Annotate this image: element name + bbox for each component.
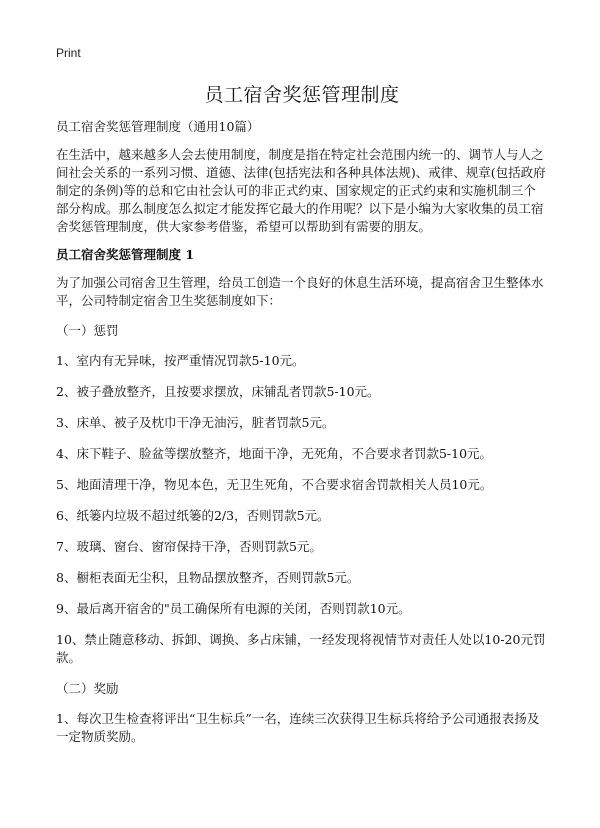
section-heading: 员工宿舍奖惩管理制度 1: [56, 247, 195, 262]
intro-paragraph: 在生活中，越来越多人会去使用制度，制度是指在特定社会范围内统一的、调节人与人之间社会关系的一系列习惯、道德、法律(包括宪法和各种具体法规)、戒律、规章(包括政府制定的条例)等的总和它由社会认可的非正式约束、国家规定的正式约束和实施机制三个部分构成。那么制度怎么拟定才能发挥它最大的作用呢？以下是小编为大家收集的员工宿舍奖惩管理制度，供大家参考借鉴，希望可以帮助到有需要的朋友。: [56, 147, 546, 234]
penalty-item: 6、纸篓内垃圾不超过纸篓的2/3，否则罚款5元。: [56, 508, 330, 523]
penalty-item: 10、禁止随意移动、拆卸、调换、多占床铺，一经发现将视情节对责任人处以10-20元罚款。: [56, 632, 546, 665]
penalty-heading: （一）惩罚: [56, 323, 119, 338]
document-body: [56, 118, 548, 759]
reward-heading: （二）奖励: [56, 681, 119, 696]
reward-item: 1、每次卫生检查将评出“卫生标兵”一名，连续三次获得卫生标兵将给予公司通报表扬及一定物质奖励。: [56, 711, 540, 744]
penalty-item: 4、床下鞋子、脸盆等摆放整齐，地面干净，无死角，不合要求者罚款5-10元。: [56, 446, 493, 461]
penalty-item: 2、被子叠放整齐，且按要求摆放，床铺乱者罚款5-10元。: [56, 384, 380, 399]
penalty-item: 9、最后离开宿舍的"员工确保所有电源的关闭，否则罚款10元。: [56, 601, 411, 616]
section-lead: 为了加强公司宿舍卫生管理，给员工创造一个良好的休息生活环境，提高宿舍卫生整体水平，公司特制定宿舍卫生奖惩制度如下：: [56, 275, 544, 308]
penalty-item: 5、地面清理干净，物见本色，无卫生死角，不合要求宿舍罚款相关人员10元。: [56, 477, 493, 492]
print-label: Print: [56, 46, 81, 60]
penalty-item: 8、橱柜表面无尘积，且物品摆放整齐，否则罚款5元。: [56, 570, 360, 585]
penalty-item: 7、玻璃、窗台、窗帘保持干净，否则罚款5元。: [56, 539, 322, 554]
document-title: 员工宿舍奖惩管理制度: [204, 84, 400, 106]
document-subtitle: 员工宿舍奖惩管理制度（通用10篇）: [56, 119, 260, 134]
penalty-item: 1、室内有无异味，按严重情况罚款5-10元。: [56, 353, 305, 368]
penalty-item: 3、床单、被子及枕巾干净无油污，脏者罚款5元。: [56, 415, 335, 430]
